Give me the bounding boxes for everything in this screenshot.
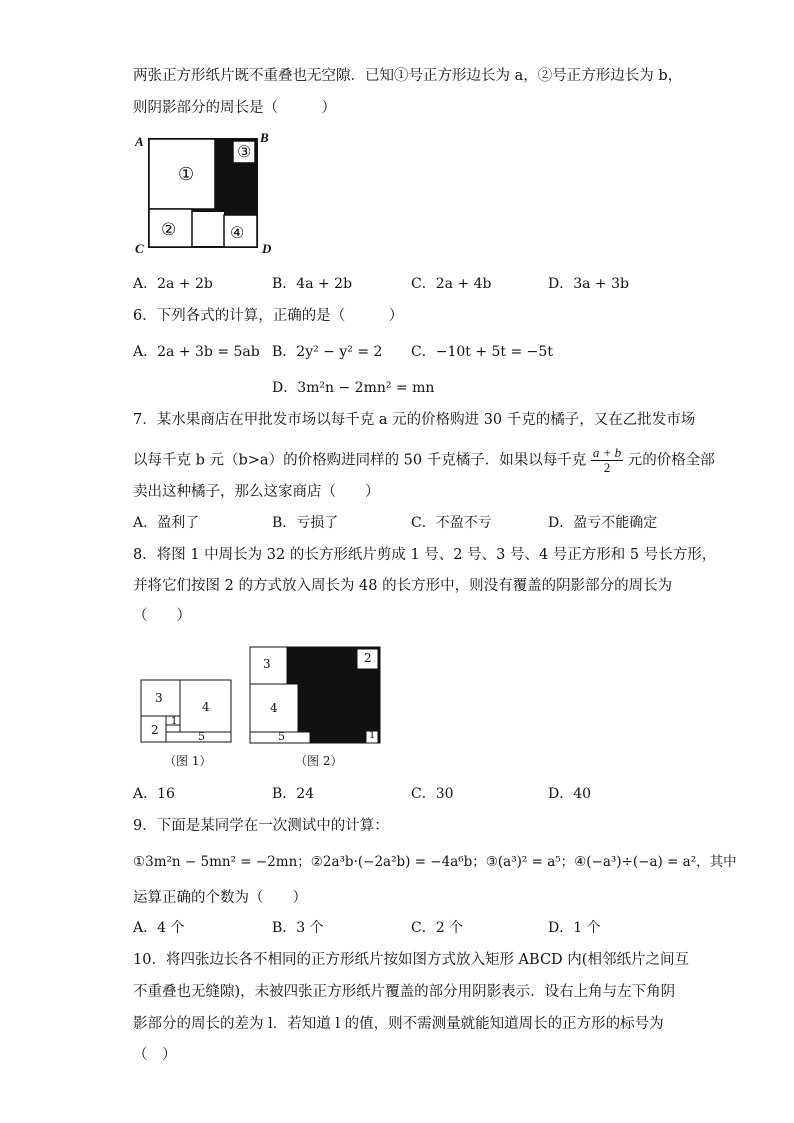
q8-fig2-label-2: 2 <box>364 651 372 665</box>
q5-option-b[interactable]: B．4a + 2b <box>272 276 353 292</box>
q7-option-d[interactable]: D．盈亏不能确定 <box>548 515 658 531</box>
q5-option-d[interactable]: D．3a + 3b <box>548 276 629 292</box>
q7-option-c[interactable]: C．不盈不亏 <box>411 515 492 531</box>
q8-fig2-label-3: 3 <box>263 657 271 671</box>
q8-option-b[interactable]: B．24 <box>272 786 315 802</box>
q5-label-b: B <box>260 130 269 145</box>
q6-option-c[interactable]: C．−10t + 5t = −5t <box>411 344 553 360</box>
q8-fig1-label-1: 1 <box>171 716 178 727</box>
q8-fig2-label-1: 1 <box>369 730 376 741</box>
q7-fraction-denominator: 2 <box>603 460 611 475</box>
q7-option-b[interactable]: B．亏损了 <box>272 515 339 531</box>
q8-option-d[interactable]: D．40 <box>548 786 592 802</box>
q9-items: ①3m²n − 5mn² = −2mn；②2a³b·(−2a²b) = −4a⁶b；③(a³)² = a⁵；④(−a³)÷(−a) = a²，其中 <box>133 854 737 870</box>
q9-text-line-3: 运算正确的个数为（ ） <box>133 890 307 906</box>
q6-option-a[interactable]: A．2a + 3b = 5ab <box>133 344 260 360</box>
q5-option-c[interactable]: C．2a + 4b <box>411 276 492 292</box>
q5-label-d: D <box>262 241 272 256</box>
q8-caption-1: （图 1） <box>164 754 212 768</box>
q8-fig1-label-3: 3 <box>155 691 163 705</box>
q9-option-c[interactable]: C．2 个 <box>411 920 464 936</box>
q7-text-line-1: 7．某水果商店在甲批发市场以每千克 a 元的价格购进 30 千克的橘子，又在乙批发市场 <box>133 412 696 428</box>
q7-text-line-2b: 元的价格全部 <box>627 452 715 469</box>
q6-option-b[interactable]: B．2y² − y² = 2 <box>272 344 383 360</box>
q8-text-line-1: 8．将图 1 中周长为 32 的长方形纸片剪成 1 号、2 号、3 号、4 号正方形和 5 号长方形， <box>133 547 717 563</box>
q5-label-c: C <box>135 241 144 256</box>
q7-text-line-2 <box>133 446 715 475</box>
q5-text-line-1: 两张正方形纸片既不重叠也无空隙．已知①号正方形边长为 a，②号正方形边长为 b， <box>133 68 683 84</box>
q6-stem: 6．下列各式的计算，正确的是（ ） <box>133 308 404 324</box>
q7-fraction <box>591 446 623 475</box>
q10-text-line-3: 影部分的周长的差为 l．若知道 l 的值，则不需测量就能知道周长的正方形的标号为 <box>133 1016 664 1032</box>
q5-square-2-label: ② <box>161 220 177 240</box>
q8-option-a[interactable]: A．16 <box>133 786 175 802</box>
q5-label-a: A <box>135 134 144 149</box>
q8-text-line-2: 并将它们按图 2 的方式放入周长为 48 的长方形中，则没有覆盖的阴影部分的周长为 <box>133 578 673 594</box>
q5-option-a[interactable]: A．2a + 2b <box>133 276 213 292</box>
q9-stem: 9．下面是某同学在一次测试中的计算： <box>133 818 389 834</box>
q8-figure-2 <box>248 645 382 745</box>
q7-option-a[interactable]: A．盈利了 <box>133 515 200 531</box>
q10-text-line-2: 不重叠也无缝隙)，未被四张正方形纸片覆盖的部分用阴影表示．设右上角与左下角阴 <box>133 984 676 1000</box>
q5-figure <box>132 128 282 258</box>
q8-figure-1 <box>140 678 234 744</box>
q7-text-line-3: 卖出这种橘子，那么这家商店（ ） <box>133 484 380 500</box>
q8-text-line-3: （ ） <box>133 608 191 624</box>
q5-square-1-label: ① <box>178 164 195 185</box>
q8-option-c[interactable]: C．30 <box>411 786 454 802</box>
q9-option-b[interactable]: B．3 个 <box>272 920 324 936</box>
q6-option-d[interactable]: D．3m²n − 2mn² = mn <box>272 380 435 396</box>
q8-fig1-label-5: 5 <box>198 730 205 743</box>
q8-fig1-label-4: 4 <box>202 700 210 714</box>
q8-caption-2: （图 2） <box>295 754 343 768</box>
q5-square-4-label: ④ <box>230 223 245 242</box>
q7-text-line-2a: 以每千克 b 元（b>a）的价格购进同样的 50 千克橘子．如果以每千克 <box>133 452 587 469</box>
q10-text-line-4: （ ） <box>133 1047 177 1063</box>
q5-text-line-2: 则阴影部分的周长是（ ） <box>133 100 336 116</box>
q8-fig1-label-2: 2 <box>151 723 159 737</box>
q9-option-d[interactable]: D．1 个 <box>548 920 601 936</box>
q5-square-diagram <box>132 128 282 258</box>
q8-fig2-label-5: 5 <box>278 730 285 743</box>
q10-text-line-1: 10．将四张边长各不相同的正方形纸片按如图方式放入矩形 ABCD 内(相邻纸片之间互 <box>133 952 689 968</box>
q9-option-a[interactable]: A．4 个 <box>133 920 185 936</box>
q5-square-3-label: ③ <box>237 142 252 161</box>
q7-fraction-numerator: a + b <box>592 445 622 460</box>
q8-fig2-label-4: 4 <box>270 701 278 715</box>
